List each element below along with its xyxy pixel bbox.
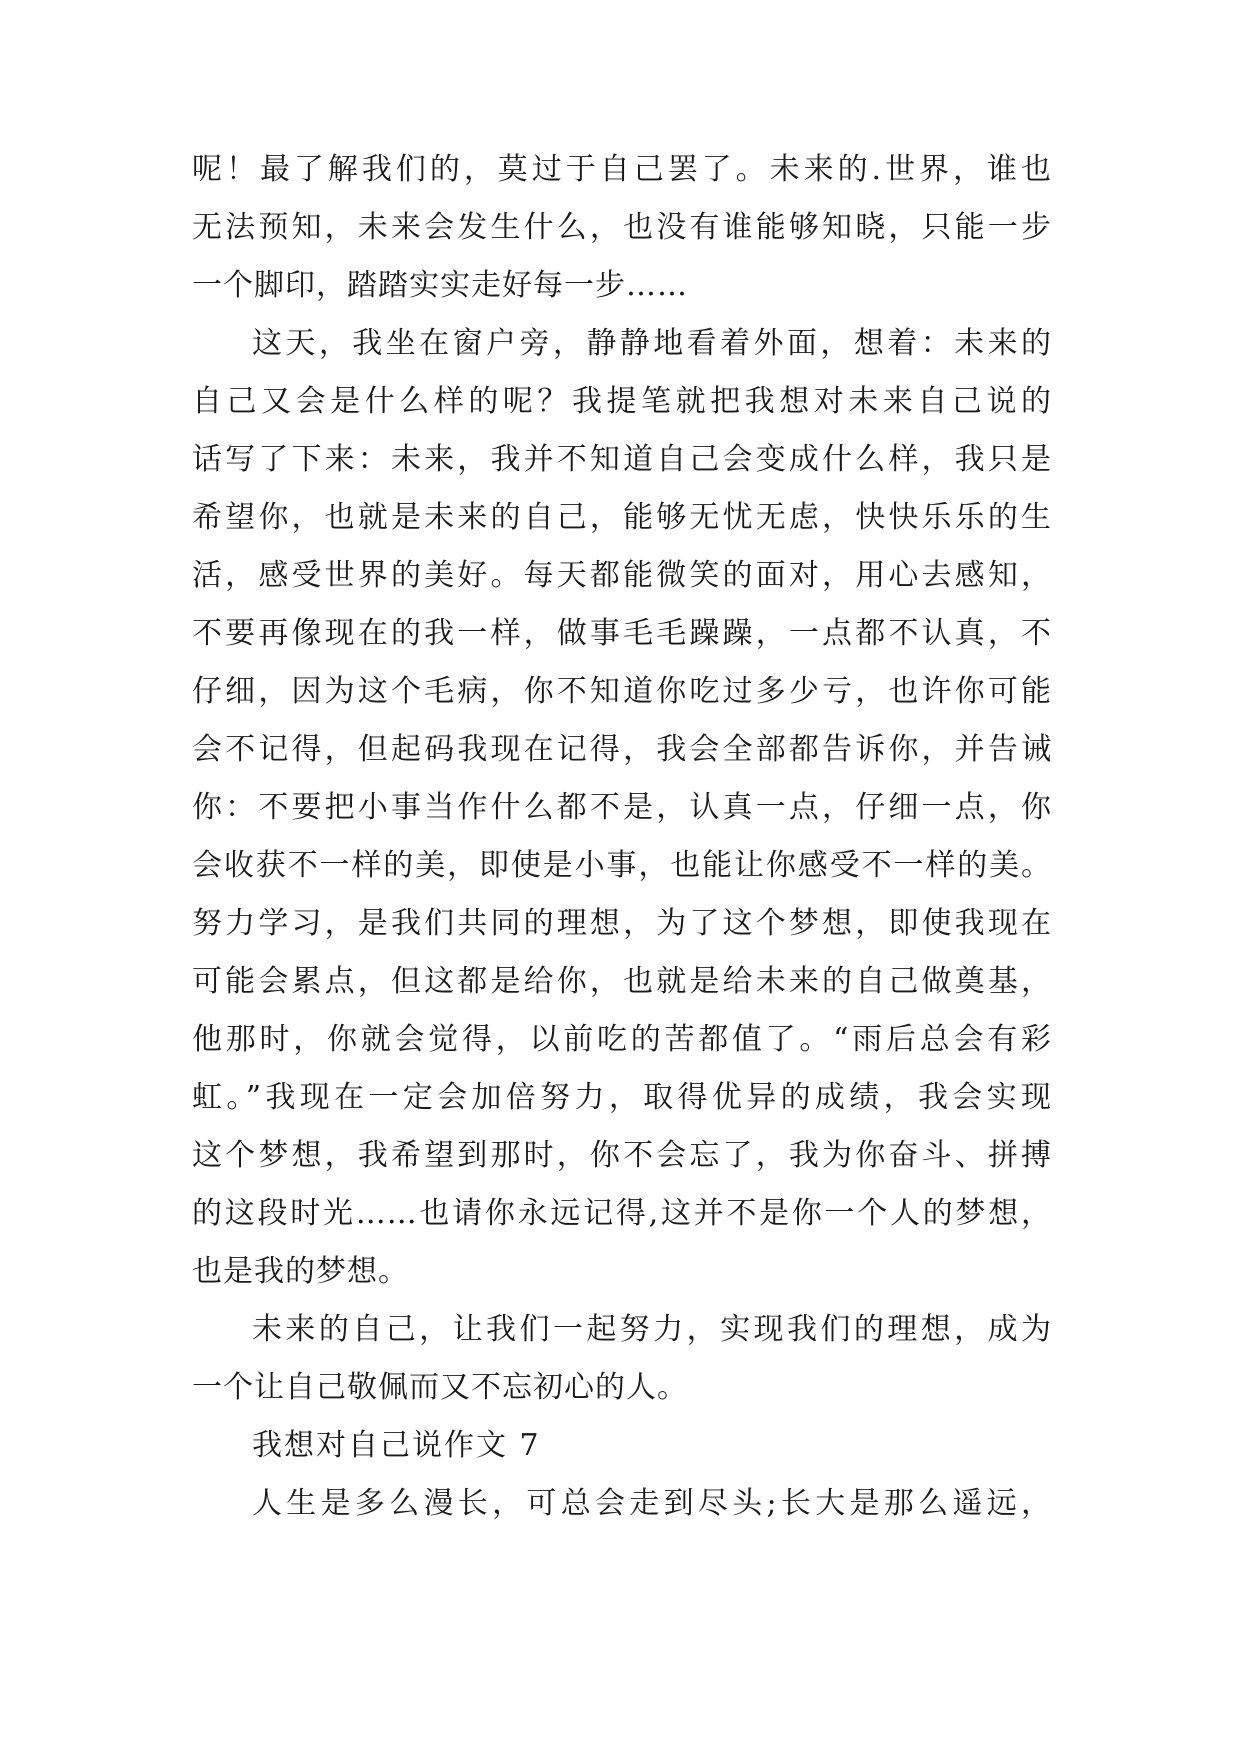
section-heading: 我想对自己说作文 7 xyxy=(252,1428,541,1463)
text-line: 一个让自己敬佩而又不忘初心的人。 xyxy=(192,1370,688,1405)
text-line: 可能会累点，但这都是给你，也就是给未来的自己做奠基， xyxy=(192,964,1052,999)
text-line: 呢！最了解我们的，莫过于自己罢了。未来的.世界，谁也 xyxy=(192,152,1052,187)
text-line: 虹。”我现在一定会加倍努力，取得优异的成绩，我会实现 xyxy=(192,1080,1052,1115)
text-line: 希望你，也就是未来的自己，能够无忧无虑，快快乐乐的生 xyxy=(192,500,1052,535)
paragraph-start-line: 这天，我坐在窗户旁，静静地看着外面，想着：未来的 xyxy=(252,326,1052,361)
text-line: 会收获不一样的美，即使是小事，也能让你感受不一样的美。 xyxy=(192,848,1052,883)
text-line: 会不记得，但起码我现在记得，我会全部都告诉你，并告诫 xyxy=(192,732,1052,767)
text-line: 努力学习，是我们共同的理想，为了这个梦想，即使我现在 xyxy=(192,906,1052,941)
paragraph-start-line: 未来的自己，让我们一起努力，实现我们的理想，成为 xyxy=(252,1312,1052,1347)
text-line: 这个梦想，我希望到那时，你不会忘了，我为你奋斗、拼搏 xyxy=(192,1138,1052,1173)
text-line: 仔细，因为这个毛病，你不知道你吃过多少亏，也许你可能 xyxy=(192,674,1052,709)
text-line: 话写了下来：未来，我并不知道自己会变成什么样，我只是 xyxy=(192,442,1052,477)
text-line: 的这段时光……也请你永远记得,这并不是你一个人的梦想， xyxy=(192,1196,1052,1231)
text-line: 他那时，你就会觉得，以前吃的苦都值了。“雨后总会有彩 xyxy=(192,1022,1052,1057)
text-line: 一个脚印，踏踏实实走好每一步…… xyxy=(192,268,688,303)
text-line: 活，感受世界的美好。每天都能微笑的面对，用心去感知， xyxy=(192,558,1052,593)
text-line: 也是我的梦想。 xyxy=(192,1254,409,1289)
paragraph-start-line: 人生是多么漫长，可总会走到尽头;长大是那么遥远， xyxy=(252,1486,1052,1521)
text-line: 你：不要把小事当作什么都不是，认真一点，仔细一点，你 xyxy=(192,790,1052,825)
text-line: 自己又会是什么样的呢？我提笔就把我想对未来自己说的 xyxy=(192,384,1052,419)
text-line: 不要再像现在的我一样，做事毛毛躁躁，一点都不认真，不 xyxy=(192,616,1052,651)
text-line: 无法预知，未来会发生什么，也没有谁能够知晓，只能一步 xyxy=(192,210,1052,245)
